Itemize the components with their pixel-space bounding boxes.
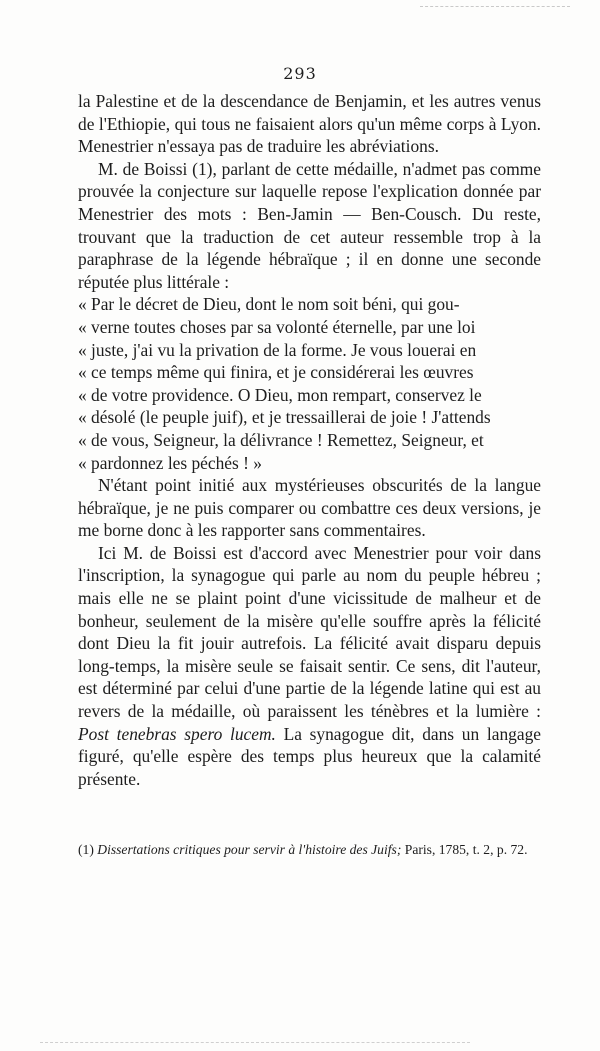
quote-line: « ce temps même qui finira, et je considérerai les œuvres — [78, 362, 474, 383]
footnote-reference: Paris, 1785, t. 2, p. 72. — [401, 842, 528, 857]
footnote-title: Dissertations critiques pour servir à l'histoire des Juifs; — [97, 842, 402, 857]
page-number: 293 — [283, 64, 317, 83]
paragraph-3: N'étant point initié aux mystérieuses obscurités de la langue hébraïque, je ne puis comparer ou combattre ces deux versions, je me borne donc à les rapporter sans commentaires. — [78, 475, 541, 541]
quote-line: « juste, j'ai vu la privation de la forme. Je vous louerai en — [78, 339, 477, 360]
paragraph-1: la Palestine et de la descendance de Benjamin, et les autres venus de l'Ethiopie, qui tous ne faisaient alors qu'un même corps à Lyon. Menestrier n'essaya pas de traduire les abréviations. — [78, 91, 541, 157]
paragraph-4-text: Ici M. de Boissi est d'accord avec Menestrier pour voir dans l'inscription, la synagogue qui parle au nom du peuple hébreu ; mais elle ne se plaint point d'une vicissitude de malheur et de bonheur, seulement de la misère qu'elle souffre après la félicité dont Dieu la fit jouir autrefois. La félicité avait disparu depuis long-temps, la misère seule se faisait sentir. Ce sens, dit l'auteur, est déterminé par celui d'une partie de la légende latine qui est au revers de la médaille, où paraissent les ténèbres et la lumière : — [78, 542, 541, 722]
latin-legend: Post tenebras spero lucem. — [78, 723, 276, 744]
quote-line: « pardonnez les péchés ! » — [78, 452, 262, 473]
footnote-marker: (1) — [78, 842, 98, 857]
paragraph-4-text-end: La synagogue dit, dans un langage figuré, qu'elle espère des temps plus heureux que la calamité présente. — [78, 723, 541, 789]
quotation — [78, 293, 541, 474]
scan-artifact-top — [420, 6, 570, 7]
quote-line: « Par le décret de Dieu, dont le nom soit béni, qui gou- — [78, 294, 460, 315]
paragraph-4 — [78, 542, 541, 791]
paragraph-2: M. de Boissi (1), parlant de cette médaille, n'admet pas comme prouvée la conjecture sur laquelle repose l'explication donnée par Menestrier des mots : Ben-Jamin — Ben-Cousch. Du reste, trouvant que la traduction de cet auteur ressemble trop à la paraphrase de la légende hébraïque ; il en donne une seconde réputée plus littérale : — [78, 158, 541, 292]
quote-line: « verne toutes choses par sa volonté éternelle, par une loi — [78, 316, 476, 337]
footnote — [78, 840, 541, 860]
body-text — [78, 90, 541, 790]
quote-line: « de vous, Seigneur, la délivrance ! Remettez, Seigneur, et — [78, 429, 484, 450]
scan-artifact-bottom — [40, 1042, 470, 1043]
quote-line: « désolé (le peuple juif), et je tressaillerai de joie ! J'attends — [78, 407, 491, 428]
quote-line: « de votre providence. O Dieu, mon rempart, conservez le — [78, 384, 482, 405]
